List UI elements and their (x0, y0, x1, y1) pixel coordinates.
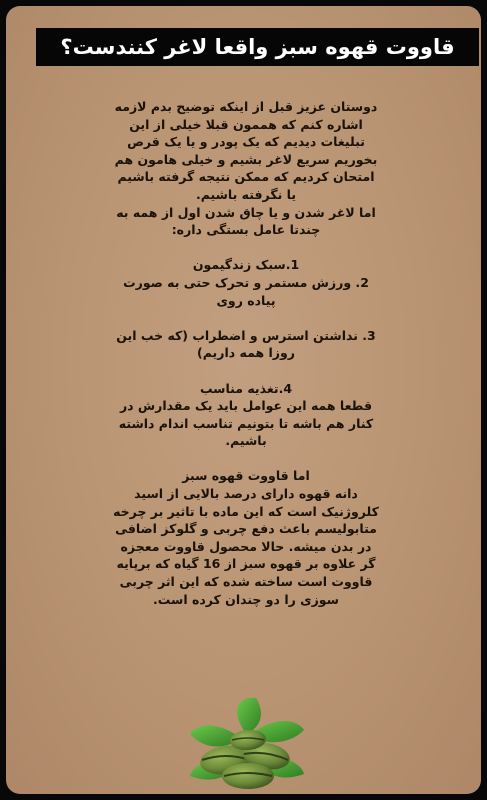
intro-paragraph (86, 98, 406, 239)
story-card (6, 6, 481, 794)
green-coffee-line: متابولیسم باعث دفع چربی و گلوکز اضافی (115, 521, 377, 537)
factor-line: باشیم. (225, 433, 267, 449)
factor-line: روزا همه داریم) (197, 345, 295, 361)
factor-line: 1.سبک زندگیمون (192, 257, 300, 273)
post-body (86, 98, 406, 608)
green-coffee-line: دانه قهوه دارای درصد بالایی از اسید (134, 486, 358, 502)
factor-line: 2. ورزش مستمر و تحرک حتی به صورت (123, 274, 369, 290)
factor-line: کنار هم باشه تا بتونیم تناسب اندام داشته (118, 415, 374, 431)
green-coffee-line: کلروژنیک است که این ماده با تاثیر بر چرخه (113, 503, 379, 519)
intro-line: چندتا عامل بستگی داره: (171, 222, 321, 238)
intro-line: تبلیغات دیدیم که یک پودر و یا یک قرص (127, 134, 365, 150)
intro-line: یا نگرفته باشیم. (195, 186, 297, 202)
leaf-shape (237, 698, 261, 734)
green-coffee-line: اما قاووت قهوه سبز (182, 468, 310, 484)
title-banner: قاووت قهوه سبز واقعا لاغر کنندست؟ (36, 28, 479, 66)
factor-line: 3. نداشتن استرس و اضطراب (که خب این (116, 327, 376, 343)
green-coffee-beans-icon (186, 694, 311, 794)
factor-group-3 (86, 380, 406, 450)
green-coffee-line: گر علاوه بر قهوه سبز از 16 گیاه که برپایه (116, 556, 376, 572)
green-coffee-line: سوزی را دو چندان کرده است. (153, 591, 339, 607)
factor-group-2 (86, 327, 406, 362)
factor-line: پیاده روی (216, 292, 276, 308)
intro-line: امتحان کردیم که ممکن نتیجه گرفته باشیم (117, 169, 375, 185)
green-coffee-line: قاووت است ساخته شده که این اثر چربی (119, 574, 373, 590)
green-coffee-line: در بدن میشه. حالا محصول قاووت معجزه (120, 538, 372, 554)
factor-group-1 (86, 256, 406, 309)
green-coffee-paragraph (86, 467, 406, 608)
intro-line: اشاره کنم که هممون قبلا خیلی از این (129, 116, 363, 132)
coffee-bean (222, 763, 274, 789)
factor-line: قطعا همه این عوامل باید یک مقدارش در (119, 398, 373, 414)
intro-line: دوستان عزیز قبل از اینکه توضیح بدم لازمه (114, 99, 378, 114)
intro-line: بخوریم سریع لاغر بشیم و خیلی هامون هم (114, 151, 378, 167)
factor-line: 4.تغذیه مناسب (199, 380, 293, 396)
intro-line: اما لاغر شدن و یا چاق شدن اول از همه به (116, 204, 376, 220)
